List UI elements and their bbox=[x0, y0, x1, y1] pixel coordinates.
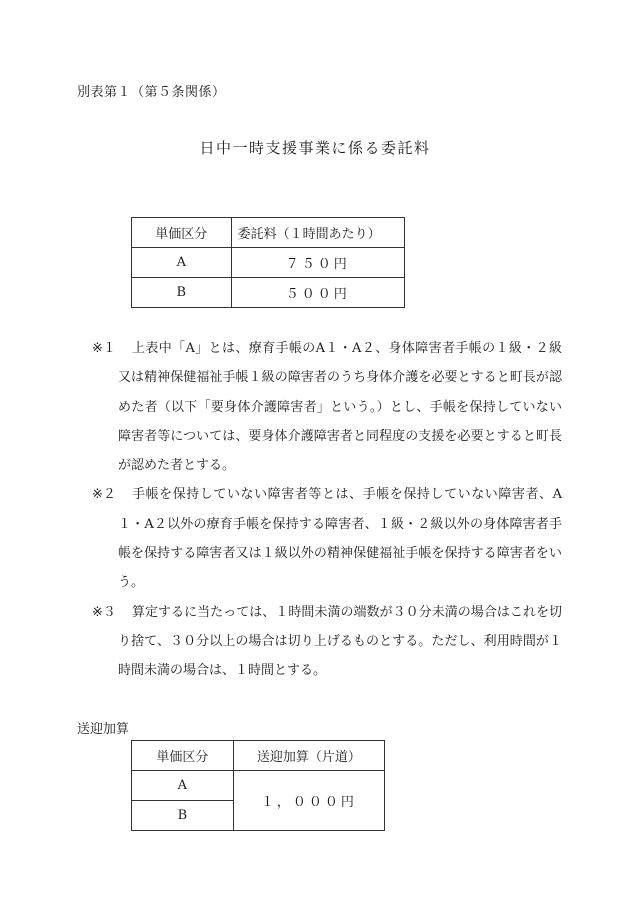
note-mark: ※１ bbox=[92, 341, 116, 356]
amount-cell: ７５０円 bbox=[231, 248, 404, 278]
category-cell: A bbox=[132, 248, 232, 278]
pickup-addition-table bbox=[131, 740, 385, 831]
table-header-row bbox=[132, 218, 405, 248]
document-title: 日中一時支援事業に係る委託料 bbox=[199, 139, 431, 157]
note-item bbox=[92, 480, 562, 597]
category-cell: A bbox=[132, 771, 234, 801]
notes-section bbox=[92, 334, 562, 686]
note-text-content: 算定するに当たっては、１時間未満の端数が３０分未満の場合はこれを切り捨て、３０分以上の場合は切り上げるものとする。ただし、利用時間が１時間未満の場合は、１時間とする。 bbox=[118, 604, 562, 679]
category-cell: B bbox=[132, 278, 232, 308]
note-item bbox=[92, 598, 562, 686]
note-text bbox=[118, 334, 562, 480]
category-cell: B bbox=[132, 801, 234, 831]
note-text-content: 上表中「A」とは、療育手帳のA１・A２、身体障害者手帳の１級・２級又は精神保健福祉手帳１級の障害者のうち身体介護を必要とすると町長が認めた者（以下「要身体介護障害者」という。）とし、手帳を保持していない障害者等については、要身体介護障害者と同程度の支援を必要とすると町長が認めた者とする。 bbox=[118, 341, 562, 474]
table-row bbox=[132, 771, 385, 801]
table-header-row bbox=[132, 741, 385, 771]
table-row bbox=[132, 248, 405, 278]
appendix-reference: 別表第１（第５条関係） bbox=[77, 85, 226, 100]
note-item bbox=[92, 334, 562, 480]
amount-cell: ５００円 bbox=[231, 278, 404, 308]
table-row bbox=[132, 278, 405, 308]
header-pickup-addition: 送迎加算（片道） bbox=[233, 741, 384, 771]
pickup-addition-title: 送迎加算 bbox=[77, 722, 130, 737]
note-mark: ※２ bbox=[92, 487, 116, 503]
amount-cell: １，０００円 bbox=[233, 771, 384, 831]
header-commission-fee: 委託料（１時間あたり） bbox=[231, 218, 404, 248]
commission-fee-table bbox=[131, 217, 405, 308]
note-text-content: 手帳を保持していない障害者等とは、手帳を保持していない障害者、A１・A２以外の療育手帳を保持する障害者、１級・２級以外の身体障害者手帳を保持する障害者又は１級以外の精神保健福祉手帳を保持する障害者をいう。 bbox=[118, 487, 562, 591]
note-mark: ※３ bbox=[92, 604, 116, 620]
header-unit-category: 単価区分 bbox=[132, 218, 232, 248]
note-text bbox=[118, 598, 562, 686]
header-unit-category: 単価区分 bbox=[132, 741, 234, 771]
note-text bbox=[118, 480, 562, 597]
